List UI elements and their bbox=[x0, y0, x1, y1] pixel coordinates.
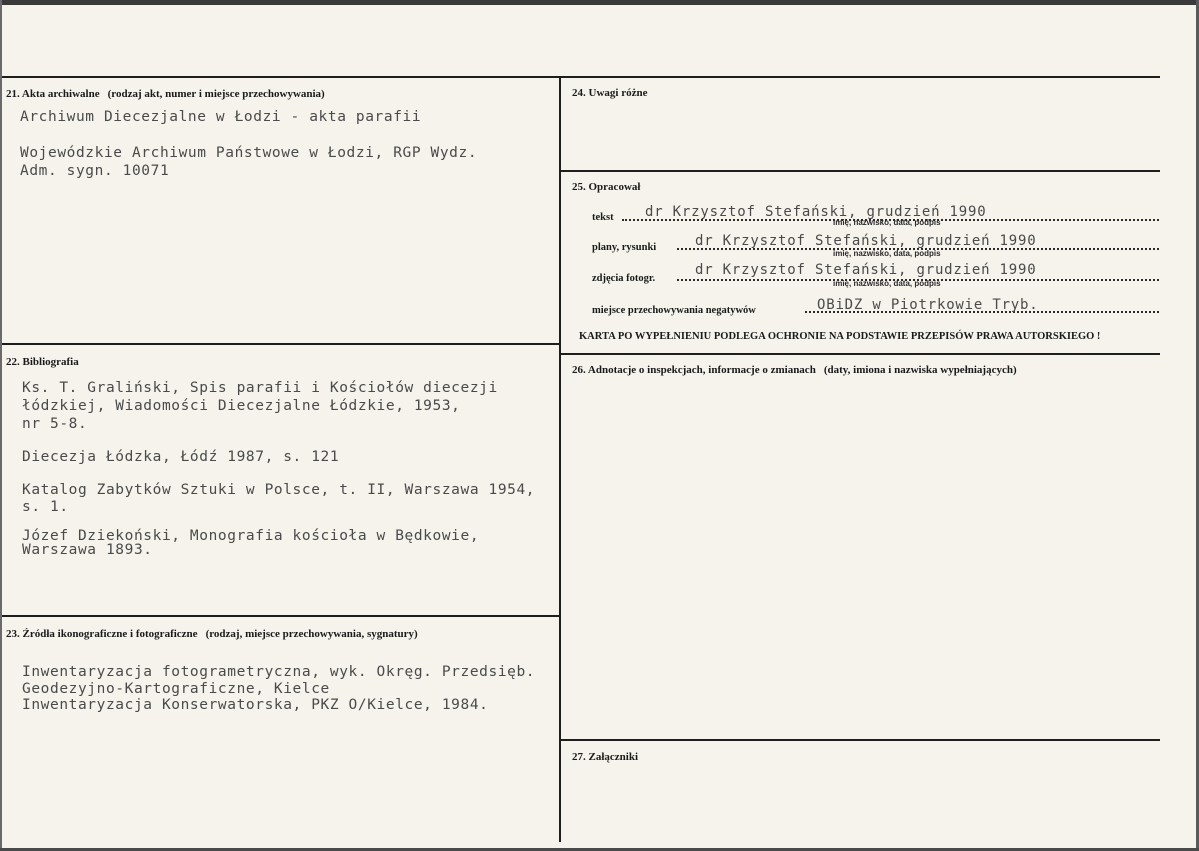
section-23-title: 23. Źródła ikonograficzne i fotograficzne bbox=[6, 628, 198, 640]
section-24-title: 24. Uwagi różne bbox=[572, 87, 648, 99]
section-21-title: 21. Akta archiwalne bbox=[6, 88, 100, 100]
section-22-heading bbox=[6, 356, 79, 368]
s23-line-1: Inwentaryzacja fotogrametryczna, wyk. Okręg. Przedsięb. bbox=[22, 664, 536, 680]
section-23-heading bbox=[6, 628, 418, 640]
rule-right-27 bbox=[560, 739, 1160, 741]
s22-line-5: Katalog Zabytków Sztuki w Polsce, t. II, Warszawa 1954, bbox=[22, 482, 536, 498]
scan-edge-left bbox=[0, 0, 2, 851]
section-25-title: 25. Opracował bbox=[572, 181, 641, 193]
rule-top bbox=[2, 76, 1160, 78]
row-negatywy-value: OBiDZ w Piotrkowie Tryb. bbox=[817, 297, 1039, 313]
copyright-notice: KARTA PO WYPEŁNIENIU PODLEGA OCHRONIE NA PODSTAWIE PRZEPISÓW PRAWA AUTORSKIEGO ! bbox=[579, 331, 1101, 342]
row-zdjecia-caption: imię, nazwisko, data, podpis bbox=[833, 279, 941, 288]
s22-line-3: nr 5-8. bbox=[22, 416, 88, 432]
s22-line-1: Ks. T. Graliński, Spis parafii i Kościołów diecezji bbox=[22, 380, 498, 396]
s21-line-2: Wojewódzkie Archiwum Państwowe w Łodzi, RGP Wydz. bbox=[20, 145, 478, 161]
row-plany-caption: imię, nazwisko, data, podpis bbox=[833, 249, 941, 258]
s22-line-6: s. 1. bbox=[22, 499, 69, 515]
rule-right-26 bbox=[560, 353, 1160, 355]
rule-center bbox=[559, 76, 561, 842]
section-24-heading bbox=[572, 87, 647, 99]
row-negatywy-label: miejsce przechowywania negatywów bbox=[592, 305, 756, 316]
rule-left-23 bbox=[2, 615, 560, 617]
s22-line-4: Diecezja Łódzka, Łódź 1987, s. 121 bbox=[22, 449, 340, 465]
row-tekst-caption: imię, nazwisko, data, podpis bbox=[833, 218, 941, 227]
s22-line-7: Józef Dziekoński, Monografia kościoła w Będkowie, bbox=[22, 528, 480, 544]
section-27-heading bbox=[572, 751, 638, 763]
section-25-heading bbox=[572, 181, 640, 193]
section-27-title: 27. Załączniki bbox=[572, 751, 639, 763]
s21-line-1: Archiwum Diecezjalne w Łodzi - akta parafii bbox=[20, 109, 422, 125]
section-26-hint: (daty, imiona i nazwiska wypełniających) bbox=[823, 364, 1017, 376]
section-21-hint: (rodzaj akt, numer i miejsce przechowywania) bbox=[107, 88, 325, 100]
row-tekst-value: dr Krzysztof Stefański, grudzień 1990 bbox=[645, 204, 987, 220]
row-zdjecia-value: dr Krzysztof Stefański, grudzień 1990 bbox=[695, 262, 1037, 278]
row-plany-label: plany, rysunki bbox=[592, 242, 657, 253]
section-22-title: 22. Bibliografia bbox=[6, 356, 79, 368]
s22-line-2: łódzkiej, Wiadomości Diecezjalne Łódzkie, 1953, bbox=[22, 398, 461, 414]
rule-right-25 bbox=[560, 170, 1160, 172]
rule-left-22 bbox=[2, 343, 560, 345]
section-26-title: 26. Adnotacje o inspekcjach, informacje o zmianach bbox=[572, 364, 816, 376]
section-26-heading bbox=[572, 364, 1017, 376]
row-tekst-label: tekst bbox=[592, 212, 614, 223]
scan-edge-top bbox=[0, 0, 1199, 5]
s23-line-3: Inwentaryzacja Konserwatorska, PKZ O/Kielce, 1984. bbox=[22, 697, 489, 713]
s21-line-3: Adm. sygn. 10071 bbox=[20, 163, 170, 179]
s22-line-8: Warszawa 1893. bbox=[22, 542, 153, 558]
row-plany-value: dr Krzysztof Stefański, grudzień 1990 bbox=[695, 233, 1037, 249]
s23-line-2: Geodezyjno-Kartograficzne, Kielce bbox=[22, 681, 330, 697]
section-23-hint: (rodzaj, miejsce przechowywania, sygnatury) bbox=[205, 628, 418, 640]
section-21-heading bbox=[6, 88, 325, 100]
row-zdjecia-label: zdjęcia fotogr. bbox=[592, 273, 656, 284]
